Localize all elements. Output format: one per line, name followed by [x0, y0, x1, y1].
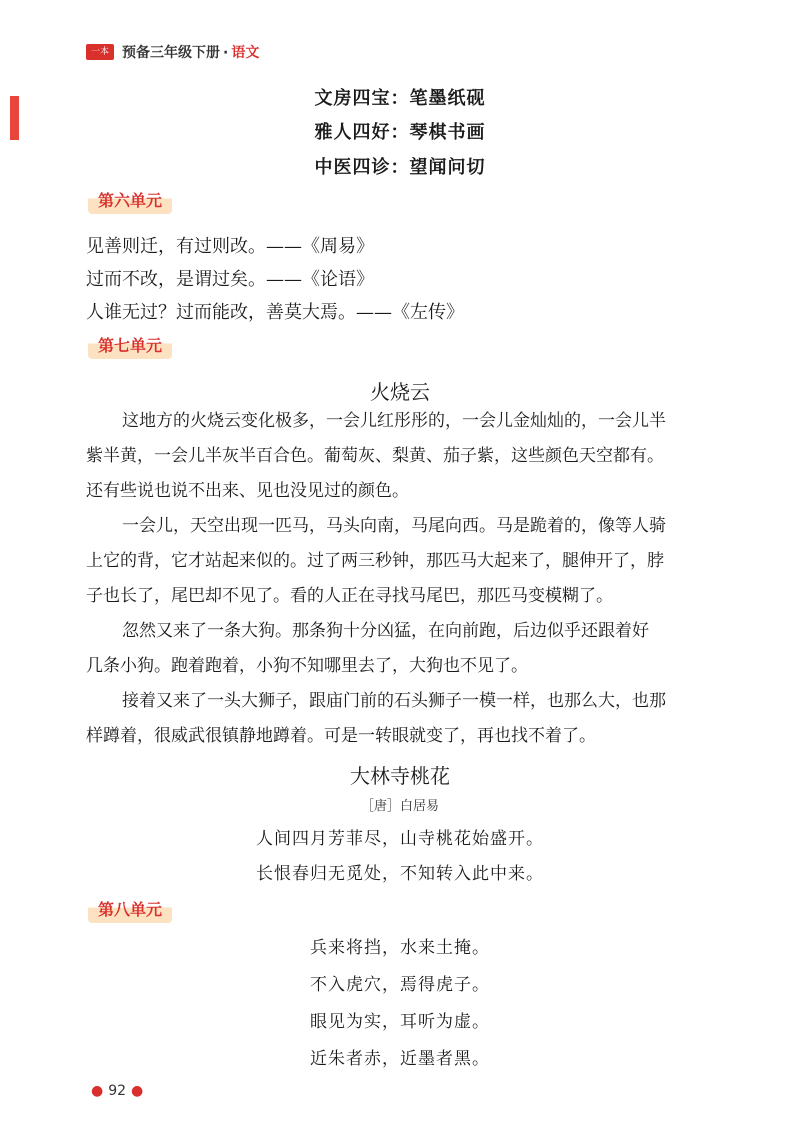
paragraph-1-line-3: 还有些说也说不出来、见也没见过的颜色。	[86, 481, 409, 501]
page-number	[86, 1083, 148, 1099]
proverb-3: 眼见为实，耳听为虚。	[310, 1012, 490, 1032]
page-dot-right-icon: ●	[131, 1083, 144, 1099]
page-header	[86, 40, 259, 64]
page-dot-left-icon: ●	[91, 1083, 104, 1099]
page-number-text: 92	[108, 1083, 127, 1099]
quote-lunyu: 过而不改，是谓过矣。——《论语》	[86, 269, 374, 290]
essay-body	[86, 404, 716, 754]
four-treasures-line: 文房四宝：笔墨纸砚	[314, 88, 486, 109]
publisher-logo: 一本	[86, 44, 114, 60]
poem-title: 大林寺桃花	[350, 764, 450, 788]
unit-7-badge: 第七单元	[88, 333, 172, 359]
poem-line-1: 人间四月芳菲尽，山寺桃花始盛开。	[256, 829, 544, 849]
paragraph-2-line-3: 子也长了，尾巴却不见了。看的人正在寻找马尾巴，那匹马变模糊了。	[86, 586, 613, 606]
proverb-2: 不入虎穴，焉得虎子。	[310, 975, 490, 995]
subject-label: 语文	[231, 45, 260, 61]
quote-zuozhuan: 人谁无过？过而能改，善莫大焉。——《左传》	[86, 302, 464, 323]
paragraph-3-line-2: 几条小狗。跑着跑着，小狗不知哪里去了，大狗也不见了。	[86, 656, 528, 676]
poem-line-2: 长恨春归无觅处，不知转入此中来。	[256, 864, 544, 884]
title-separator: ·	[223, 45, 229, 61]
unit-8-badge: 第八单元	[88, 897, 172, 923]
poem-author: ［唐］白居易	[360, 799, 439, 814]
paragraph-3-line-1: 忽然又来了一条大狗。那条狗十分凶猛，在向前跑，后边似乎还跟着好	[122, 621, 649, 641]
book-title	[122, 42, 259, 62]
quote-zhouyi: 见善则迁，有过则改。——《周易》	[86, 236, 374, 257]
paragraph-1-line-2: 紫半黄，一会儿半灰半百合色。葡萄灰、梨黄、茄子紫，这些颜色天空都有。	[86, 446, 664, 466]
four-diagnoses-line: 中医四诊：望闻问切	[314, 157, 486, 178]
paragraph-4-line-2: 样蹲着，很威武很镇静地蹲着。可是一转眼就变了，再也找不着了。	[86, 726, 596, 746]
proverb-1: 兵来将挡，水来土掩。	[310, 938, 490, 958]
unit-6-badge: 第六单元	[88, 188, 172, 214]
paragraph-1-line-1: 这地方的火烧云变化极多，一会儿红彤彤的，一会儿金灿灿的，一会儿半	[122, 411, 666, 431]
essay-title: 火烧云	[370, 380, 430, 404]
four-hobbies-line: 雅人四好：琴棋书画	[314, 122, 486, 143]
paragraph-4-line-1: 接着又来了一头大狮子，跟庙门前的石头狮子一模一样，也那么大，也那	[122, 691, 666, 711]
proverb-4: 近朱者赤，近墨者黑。	[310, 1049, 490, 1069]
paragraph-2-line-1: 一会儿，天空出现一匹马，马头向南，马尾向西。马是跪着的，像等人骑	[122, 516, 666, 536]
book-title-text: 预备三年级下册	[122, 45, 220, 61]
paragraph-2-line-2: 上它的背，它才站起来似的。过了两三秒钟，那匹马大起来了，腿伸开了，脖	[86, 551, 664, 571]
